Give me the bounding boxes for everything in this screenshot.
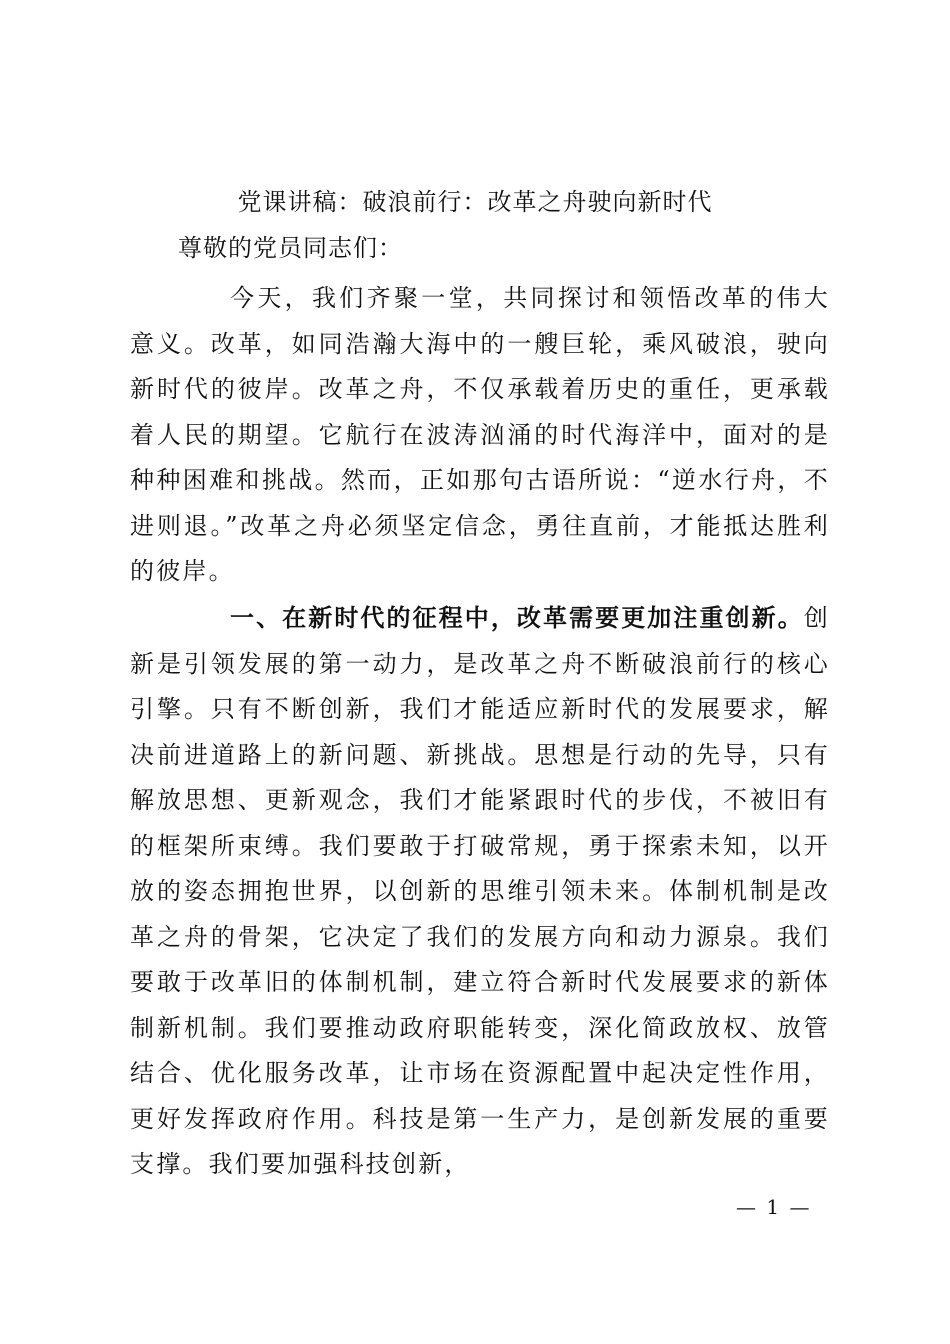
paragraph-intro: 今天，我们齐聚一堂，共同探讨和领悟改革的伟大意义。改革，如同浩瀚大海中的一艘巨轮，乘风破浪，驶向新时代的彼岸。改革之舟，不仅承载着历史的重任，更承载着人民的期望。它航行在波涛汹涌的时代海洋中，面对的是种种困难和挑战。然而，正如那句古语所说：“逆水行舟，不进则退。”改革之舟必须坚定信念，勇往直前，才能抵达胜利的彼岸。 <box>130 284 830 585</box>
greeting: 尊敬的党员同志们： <box>178 234 403 262</box>
paragraph-section-1 <box>130 596 830 1188</box>
section-body: 创新是引领发展的第一动力，是改革之舟不断破浪前行的核心引擎。只有不断创新，我们才能适应新时代的发展要求，解决前进道路上的新问题、新挑战。思想是行动的先导，只有解放思想、更新观念，我们才能紧跟时代的步伐，不被旧有的框架所束缚。我们要敢于打破常规，勇于探索未知，以开放的姿态拥抱世界，以创新的思维引领未来。体制机制是改革之舟的骨架，它决定了我们的发展方向和动力源泉。我们要敢于改革旧的体制机制，建立符合新时代发展要求的新体制新机制。我们要推动政府职能转变，深化简政放权、放管结合、优化服务改革，让市场在资源配置中起决定性作用，更好发挥政府作用。科技是第一生产力，是创新发展的重要支撑。我们要加强科技创新， <box>130 604 830 1178</box>
section-heading: 一、在新时代的征程中，改革需要更加注重创新。 <box>230 604 804 632</box>
page-number: — 1 — <box>736 1195 812 1219</box>
document-title: 党课讲稿：破浪前行：改革之舟驶向新时代 <box>237 188 713 216</box>
